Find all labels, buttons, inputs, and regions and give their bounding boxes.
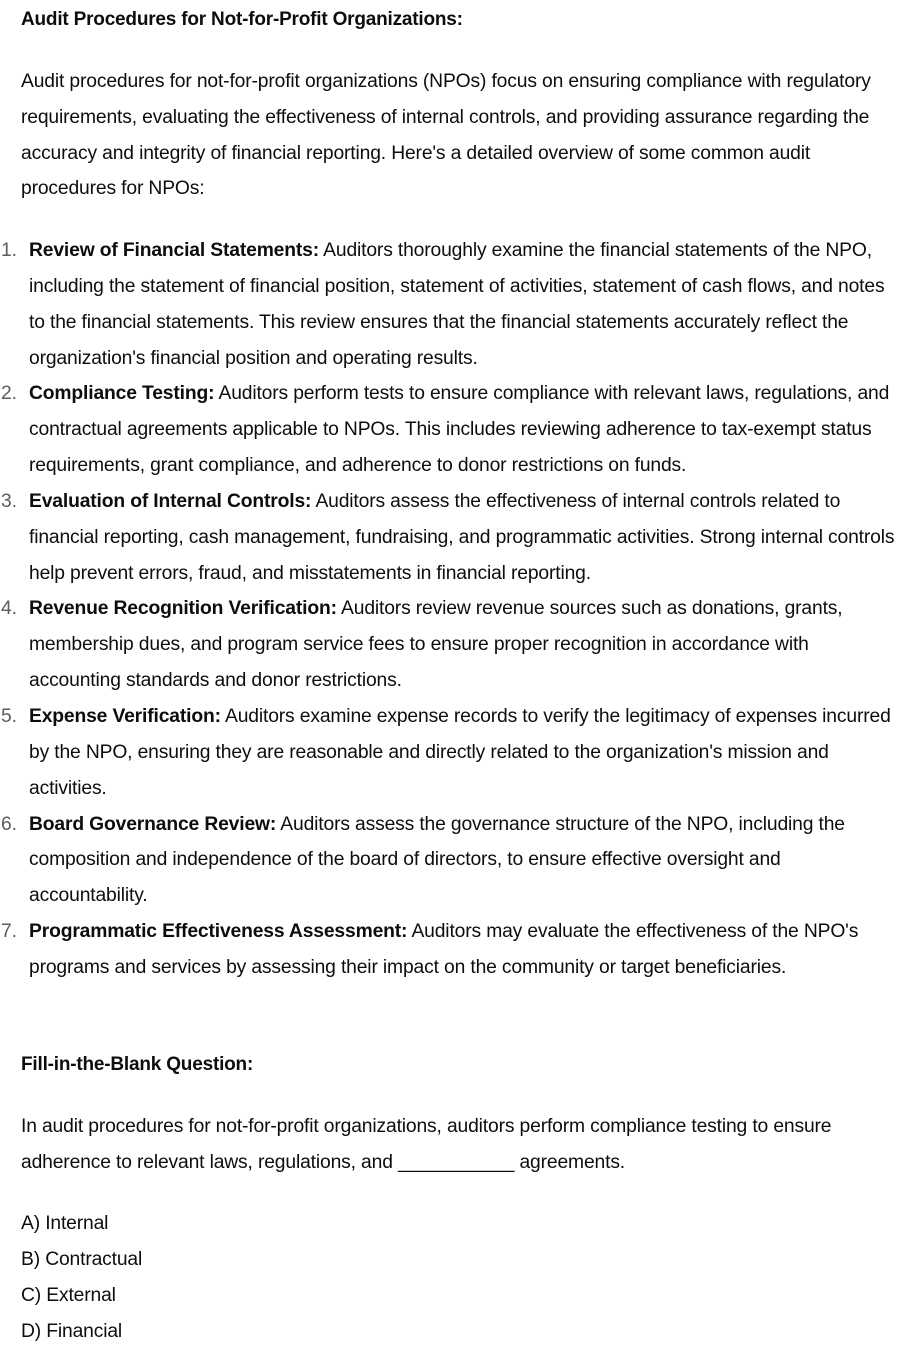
list-number: 6. — [1, 813, 17, 835]
procedure-text: Auditors assess the effectiveness of internal controls related to financial reporting, cash management, fundraising, and programmatic activities. Strong internal controls help prevent errors, fraud, and misstatements in financial reporting. — [29, 490, 895, 584]
list-number: 7. — [1, 921, 17, 943]
answer-option-a: A) Internal — [21, 1213, 109, 1234]
procedure-text: Auditors thoroughly examine the financial statements of the NPO, including the statement of financial position, statement of activities, statement of cash flows, and notes to the financial statements. This review ensures that the financial statements accurately reflect the organization's financial position and operating results. — [29, 240, 885, 369]
procedure-text: Auditors perform tests to ensure compliance with relevant laws, regulations, and contractual agreements applicable to NPOs. This includes reviewing adherence to tax-exempt status requirements, grant compliance, and adherence to donor restrictions on funds. — [29, 383, 890, 477]
procedure-text: Auditors examine expense records to verify the legitimacy of expenses incurred by the NPO, ensuring they are reasonable and directly related to the organization's mission and activities. — [29, 705, 891, 799]
list-number: 4. — [1, 598, 17, 620]
procedure-text: Auditors assess the governance structure of the NPO, including the composition and independence of the board of directors, to ensure effective oversight and accountability. — [29, 813, 845, 907]
procedure-title: Board Governance Review: — [29, 813, 277, 835]
procedure-title: Review of Financial Statements: — [29, 240, 320, 261]
procedure-item-revenue-recognition — [0, 591, 918, 699]
procedure-item-expense-verification — [0, 699, 918, 807]
procedure-title: Programmatic Effectiveness Assessment: — [29, 921, 408, 943]
procedure-title: Expense Verification: — [29, 705, 221, 727]
procedure-item-internal-controls — [0, 484, 918, 592]
procedure-item-programmatic-effectiveness — [0, 914, 918, 986]
answer-option-b: B) Contractual — [21, 1249, 143, 1270]
section-heading: Audit Procedures for Not-for-Profit Organizations: — [21, 9, 463, 30]
procedures-list — [0, 233, 918, 986]
procedure-title: Evaluation of Internal Controls: — [29, 490, 312, 512]
procedure-item-compliance-testing — [0, 376, 918, 484]
list-number: 5. — [1, 705, 17, 727]
procedure-text: Auditors may evaluate the effectiveness of the NPO's programs and services by assessing their impact on the community or target beneficiaries. — [29, 921, 859, 978]
procedure-text: Auditors review revenue sources such as donations, grants, membership dues, and program service fees to ensure proper recognition in accordance with accounting standards and donor restrictions. — [29, 598, 843, 692]
procedure-item-board-governance — [0, 807, 918, 915]
question-text: In audit procedures for not-for-profit organizations, auditors perform compliance testing to ensure adherence to relevant laws, regulations, and ___________ agreements. — [21, 1116, 832, 1173]
intro-paragraph: Audit procedures for not-for-profit organizations (NPOs) focus on ensuring compliance with regulatory requirements, evaluating the effectiveness of internal controls, and providing assurance regarding the accuracy and integrity of financial reporting. Here's a detailed overview of some common audit procedures for NPOs: — [21, 71, 871, 200]
answer-option-c: C) External — [21, 1285, 116, 1306]
procedure-title: Compliance Testing: — [29, 383, 215, 405]
list-number: 3. — [1, 490, 17, 512]
question-heading: Fill-in-the-Blank Question: — [21, 1054, 254, 1075]
procedure-item-financial-statements — [0, 233, 918, 376]
list-number: 1. — [1, 240, 17, 261]
answer-option-d: D) Financial — [21, 1321, 123, 1342]
procedure-title: Revenue Recognition Verification: — [29, 598, 337, 620]
list-number: 2. — [1, 383, 17, 405]
